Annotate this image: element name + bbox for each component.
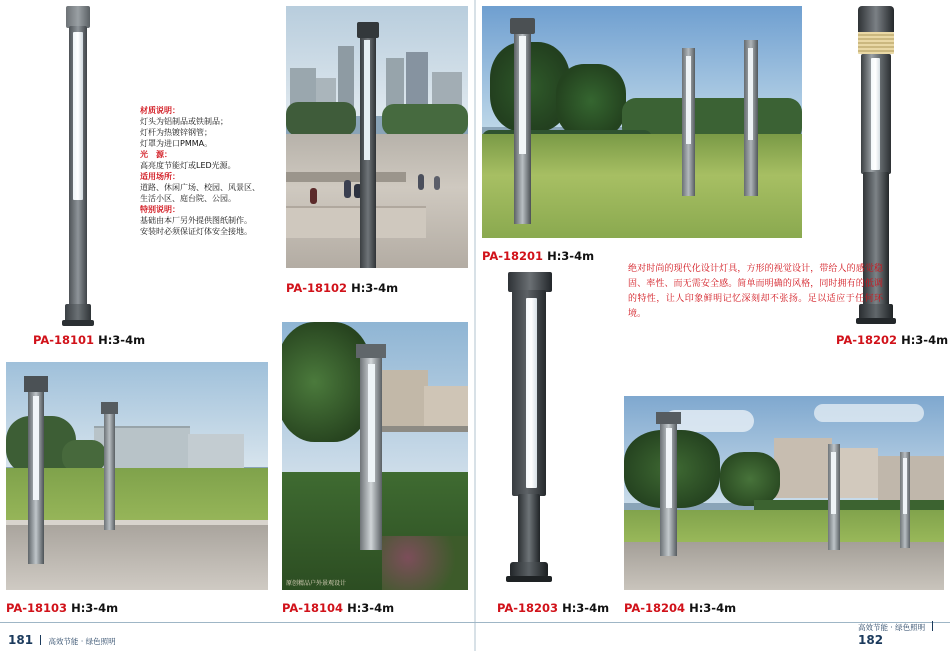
spec-line: 基础由本厂另外提供图纸制作。 [140,216,252,225]
lamp-head [508,272,552,292]
product-height: H:3-4m [98,333,146,347]
specification-text [140,105,290,237]
caption-pa18104 [282,601,394,615]
photo-lamp-head [357,22,379,38]
spec-line: 道路、休闲广场、校园、风景区、 [140,183,260,192]
lamp-light-tube [871,58,880,170]
footer-left [8,633,116,647]
photo-lamp-tube [33,396,39,500]
product-height: H:3-4m [547,249,595,263]
photo-lamp-tube [368,364,375,482]
lamp-head [858,6,894,32]
photo-lamp-head [656,412,681,424]
plaza-step [286,206,426,238]
footer-slogan-left: 高效节能 · 绿色照明 [48,637,116,646]
lamp-head [66,6,90,28]
photo-watermark: 原创精品户外景观设计 [286,580,347,587]
product-height: H:3-4m [562,601,610,615]
building [878,456,944,500]
lamp-light-tube [73,32,83,200]
photo-lamp-tube [831,452,836,514]
product-code: PA-18101 [33,333,95,347]
photo-lamp-tube [748,48,753,140]
product-height: H:3-4m [689,601,737,615]
tree [382,104,468,136]
photo-pa18204 [624,396,944,590]
caption-pa18203 [497,601,609,615]
photo-lamp-tube [686,56,691,144]
tree [720,452,780,506]
product-code: PA-18103 [6,601,68,615]
product-height: H:3-4m [71,601,119,615]
building [188,434,244,470]
photo-lamp-tube [364,40,370,160]
tree [282,322,372,442]
photo-lamp-tube [666,428,672,508]
person-figure [310,188,317,204]
spec-line: 特别说明： [140,205,180,214]
lamp-pole [518,494,540,566]
spec-line: 材质说明： [140,106,180,115]
lamp-illustration-pa18203 [500,272,564,590]
photo-lamp-head [101,402,118,414]
spec-line: 灯罩为进口PMMA。 [140,139,213,148]
lamp-foot-plate [62,320,94,326]
person-figure [434,176,440,190]
footer-slogan-right: 高效节能 · 绿色照明 [858,623,926,632]
product-height: H:3-4m [901,333,949,347]
person-figure [418,174,424,190]
caption-pa18103 [6,601,118,615]
bridge-structure [378,426,468,432]
footer-bar [932,621,933,631]
page-number-right: 182 [858,633,884,647]
caption-pa18202 [836,333,948,347]
spec-line: 安装时必须保证灯体安全接地。 [140,227,252,236]
photo-lamp-post [104,410,115,530]
footer-right [858,621,950,647]
caption-pa18201 [482,249,594,263]
lamp-foot-plate [506,576,552,582]
photo-pa18104 [282,322,468,590]
photo-lamp-tube [519,36,526,154]
photo-pa18201 [482,6,802,238]
product-height: H:3-4m [347,601,395,615]
cloud [814,404,924,422]
caption-pa18102 [286,281,398,295]
spec-line: 生活小区、庭台院、公园。 [140,194,236,203]
description-text: 绝对时尚的现代化设计灯具，方形的视觉设计，带给人的感觉稳固、率性、而无需安全感。简单而明确的风格，同时拥有的低调的特性，让人印象鲜明记忆深刻却不张扬。足以适应于任何环境。 [628,264,883,319]
photo-lamp-head [356,344,386,358]
product-height: H:3-4m [351,281,399,295]
photo-lamp-head [24,376,48,392]
product-code: PA-18201 [482,249,544,263]
photo-pa18103 [6,362,268,590]
photo-lamp-head [510,18,535,34]
product-code: PA-18102 [286,281,348,295]
tree [286,102,356,136]
lamp-light-band [858,32,894,54]
caption-pa18101 [33,333,145,347]
building [774,438,832,498]
spec-line: 高亮度节能灯或LED光源。 [140,161,236,170]
lamp-illustration-pa18101 [60,6,96,326]
lamp-light-tube [526,298,537,488]
flower-patch [382,536,468,590]
photo-road [6,522,268,590]
spec-line: 光 源： [140,150,172,159]
spec-line: 灯杆为热镀锌钢管； [140,128,212,137]
spec-line: 适用场所： [140,172,180,181]
page-spine [474,0,476,651]
building [424,386,468,428]
footer-divider [0,622,950,623]
palm-tree [556,64,626,138]
product-code: PA-18202 [836,333,898,347]
product-code: PA-18104 [282,601,344,615]
product-code: PA-18204 [624,601,686,615]
photo-curb [6,520,268,525]
footer-bar [40,635,41,645]
spec-line: 灯头为铝制品或铁制品； [140,117,228,126]
photo-pa18102 [286,6,468,268]
page-number-left: 181 [8,633,34,647]
photo-lamp-tube [903,458,907,514]
caption-pa18204 [624,601,736,615]
product-code: PA-18203 [497,601,559,615]
person-figure [344,180,351,198]
